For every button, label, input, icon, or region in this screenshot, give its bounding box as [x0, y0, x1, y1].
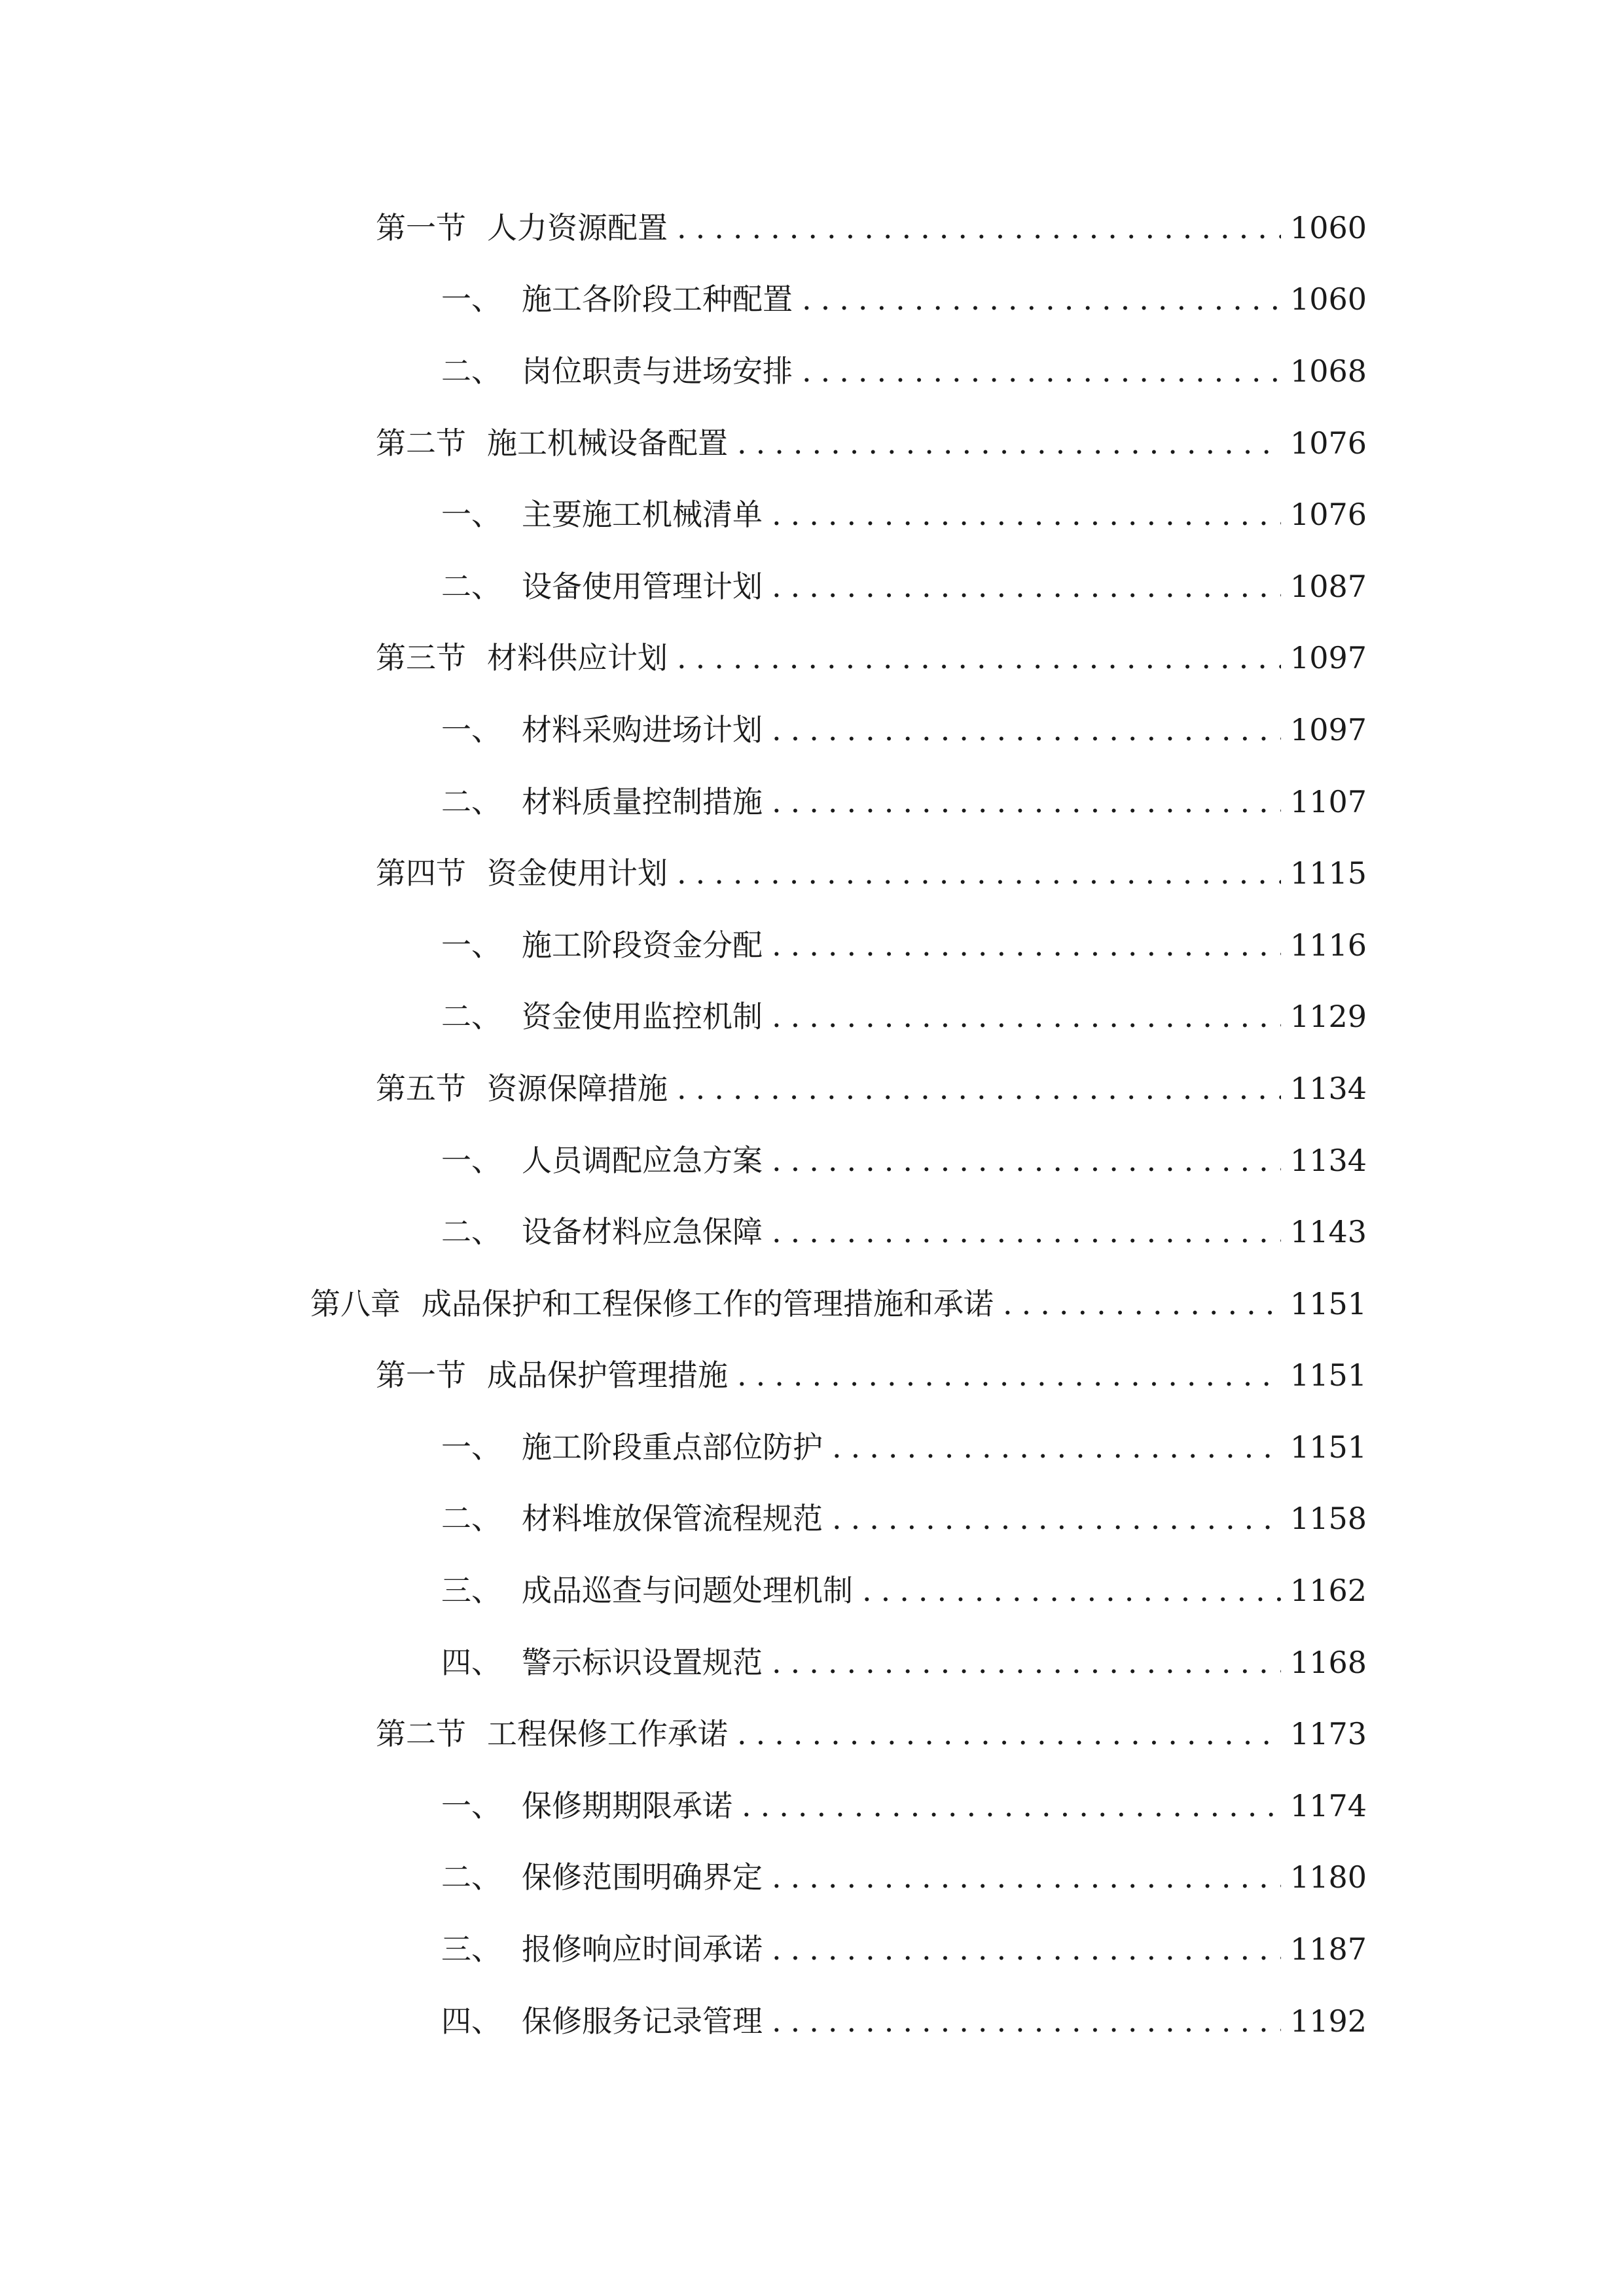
toc-entry-page-number: 1151	[1290, 1429, 1367, 1465]
toc-subsection-entry[interactable]	[441, 1552, 1624, 1624]
toc-entry-line	[441, 922, 1367, 965]
toc-entry-number: 二、	[441, 999, 501, 1035]
toc-entry-title: 资金使用计划	[487, 855, 668, 891]
toc-entry-title: 施工阶段重点部位防护	[522, 1429, 823, 1465]
table-of-contents	[0, 190, 1624, 2054]
toc-dot-leader	[772, 1217, 1281, 1247]
toc-entry-number: 第三节	[376, 640, 466, 676]
toc-entry-title: 成品保护管理措施	[487, 1357, 728, 1393]
toc-dot-leader	[677, 1073, 1281, 1103]
toc-entry-line	[441, 1137, 1367, 1180]
toc-entry-number: 一、	[441, 1787, 501, 1823]
toc-entry-page-number: 1192	[1290, 2003, 1367, 2039]
toc-entry-title: 资源保障措施	[487, 1070, 668, 1106]
toc-entry-line	[441, 1208, 1367, 1251]
toc-subsection-entry[interactable]	[441, 692, 1624, 764]
toc-subsection-entry[interactable]	[441, 262, 1624, 334]
toc-dot-leader	[772, 930, 1281, 960]
toc-entry-page-number: 1151	[1290, 1285, 1367, 1321]
toc-entry-number: 二、	[441, 1859, 501, 1895]
toc-entry-number: 一、	[441, 497, 501, 533]
toc-dot-leader	[772, 787, 1281, 817]
toc-entry-page-number: 1151	[1290, 1357, 1367, 1393]
toc-entry-title: 材料堆放保管流程规范	[522, 1501, 823, 1537]
toc-entry-title: 设备使用管理计划	[522, 568, 763, 604]
toc-entry-number: 二、	[441, 353, 501, 389]
toc-dot-leader	[772, 571, 1281, 601]
toc-entry-page-number: 1076	[1290, 425, 1367, 461]
toc-entry-title: 材料质量控制措施	[522, 783, 763, 819]
toc-entry-title: 工程保修工作承诺	[487, 1716, 728, 1752]
toc-entry-line	[441, 1782, 1367, 1825]
toc-entry-number: 四、	[441, 2003, 501, 2039]
toc-entry-line	[441, 1495, 1367, 1538]
toc-dot-leader	[677, 858, 1281, 888]
toc-entry-title: 施工机械设备配置	[487, 425, 728, 461]
toc-entry-page-number: 1097	[1290, 640, 1367, 676]
toc-entry-line	[441, 993, 1367, 1036]
toc-entry-number: 第二节	[376, 1716, 466, 1752]
toc-dot-leader	[677, 643, 1281, 673]
toc-entry-line	[441, 1639, 1367, 1682]
toc-entry-line	[376, 1352, 1367, 1395]
toc-entry-title: 成品保护和工程保修工作的管理措施和承诺	[422, 1285, 994, 1321]
toc-section-entry[interactable]	[376, 190, 1624, 262]
toc-entry-number: 第八章	[310, 1285, 401, 1321]
toc-dot-leader	[772, 1001, 1281, 1031]
toc-entry-number: 一、	[441, 1429, 501, 1465]
toc-chapter-entry[interactable]	[310, 1266, 1624, 1338]
toc-entry-number: 二、	[441, 568, 501, 604]
toc-subsection-entry[interactable]	[441, 1911, 1624, 1983]
toc-dot-leader	[772, 715, 1281, 745]
toc-entry-title: 人力资源配置	[487, 209, 668, 245]
toc-entry-number: 第一节	[376, 1357, 466, 1393]
toc-entry-line	[376, 420, 1367, 463]
toc-dot-leader	[737, 1360, 1281, 1390]
toc-entry-line	[441, 1926, 1367, 1969]
toc-entry-line	[441, 1567, 1367, 1610]
toc-dot-leader	[772, 1934, 1281, 1964]
toc-section-entry[interactable]	[376, 1050, 1624, 1122]
toc-section-entry[interactable]	[376, 405, 1624, 477]
toc-entry-page-number: 1068	[1290, 353, 1367, 389]
toc-entry-title: 岗位职责与进场安排	[522, 353, 793, 389]
toc-entry-page-number: 1173	[1290, 1716, 1367, 1752]
toc-entry-line	[441, 563, 1367, 606]
toc-subsection-entry[interactable]	[441, 907, 1624, 979]
toc-dot-leader	[1003, 1289, 1281, 1319]
toc-subsection-entry[interactable]	[441, 333, 1624, 405]
toc-entry-title: 成品巡查与问题处理机制	[522, 1573, 853, 1609]
toc-entry-line	[376, 850, 1367, 893]
toc-entry-title: 保修范围明确界定	[522, 1859, 763, 1895]
toc-subsection-entry[interactable]	[441, 1409, 1624, 1481]
toc-subsection-entry[interactable]	[441, 764, 1624, 836]
toc-entry-line	[310, 1280, 1367, 1323]
toc-entry-page-number: 1158	[1290, 1501, 1367, 1537]
toc-entry-line	[441, 778, 1367, 821]
toc-entry-title: 设备材料应急保障	[522, 1214, 763, 1250]
toc-entry-line	[441, 1424, 1367, 1467]
toc-subsection-entry[interactable]	[441, 1122, 1624, 1194]
toc-subsection-entry[interactable]	[441, 476, 1624, 548]
toc-dot-leader	[862, 1575, 1281, 1605]
toc-entry-page-number: 1115	[1290, 855, 1367, 891]
toc-entry-number: 三、	[441, 1573, 501, 1609]
toc-entry-page-number: 1129	[1290, 999, 1367, 1035]
toc-entry-number: 一、	[441, 1142, 501, 1178]
toc-dot-leader	[772, 1862, 1281, 1892]
toc-entry-page-number: 1168	[1290, 1644, 1367, 1680]
toc-entry-title: 资金使用监控机制	[522, 999, 763, 1035]
toc-dot-leader	[737, 1719, 1281, 1749]
toc-entry-title: 保修期期限承诺	[522, 1787, 732, 1823]
toc-subsection-entry[interactable]	[441, 1983, 1624, 2055]
toc-dot-leader	[772, 2006, 1281, 2036]
toc-entry-title: 警示标识设置规范	[522, 1644, 763, 1680]
toc-entry-number: 四、	[441, 1644, 501, 1680]
toc-section-entry[interactable]	[376, 1338, 1624, 1410]
toc-entry-page-number: 1187	[1290, 1931, 1367, 1967]
toc-entry-page-number: 1143	[1290, 1214, 1367, 1250]
toc-subsection-entry[interactable]	[441, 1624, 1624, 1696]
toc-section-entry[interactable]	[376, 1696, 1624, 1768]
toc-subsection-entry[interactable]	[441, 979, 1624, 1051]
toc-entry-page-number: 1076	[1290, 497, 1367, 533]
toc-dot-leader	[677, 213, 1281, 243]
toc-entry-number: 一、	[441, 281, 501, 317]
toc-entry-page-number: 1107	[1290, 783, 1367, 819]
toc-entry-line	[441, 706, 1367, 749]
toc-entry-number: 二、	[441, 1214, 501, 1250]
toc-subsection-entry[interactable]	[441, 1840, 1624, 1912]
toc-entry-line	[441, 1998, 1367, 2041]
toc-dot-leader	[737, 428, 1281, 458]
toc-entry-number: 第一节	[376, 209, 466, 245]
toc-subsection-entry[interactable]	[441, 548, 1624, 620]
toc-dot-leader	[802, 356, 1281, 386]
toc-entry-line	[441, 491, 1367, 534]
toc-entry-line	[376, 1065, 1367, 1108]
toc-entry-title: 施工各阶段工种配置	[522, 281, 793, 317]
toc-entry-title: 主要施工机械清单	[522, 497, 763, 533]
toc-dot-leader	[802, 284, 1281, 314]
toc-entry-page-number: 1174	[1290, 1787, 1367, 1823]
toc-section-entry[interactable]	[376, 835, 1624, 907]
toc-dot-leader	[772, 499, 1281, 529]
toc-entry-page-number: 1134	[1290, 1142, 1367, 1178]
toc-entry-page-number: 1060	[1290, 209, 1367, 245]
toc-dot-leader	[832, 1503, 1281, 1534]
toc-entry-line	[441, 276, 1367, 319]
toc-dot-leader	[772, 1647, 1281, 1677]
toc-entry-page-number: 1162	[1290, 1573, 1367, 1609]
toc-entry-page-number: 1134	[1290, 1070, 1367, 1106]
toc-subsection-entry[interactable]	[441, 1768, 1624, 1840]
toc-entry-number: 第五节	[376, 1070, 466, 1106]
toc-entry-line	[441, 1854, 1367, 1897]
toc-dot-leader	[742, 1791, 1281, 1821]
toc-entry-number: 第二节	[376, 425, 466, 461]
toc-entry-line	[376, 634, 1367, 677]
toc-entry-page-number: 1060	[1290, 281, 1367, 317]
toc-entry-line	[376, 204, 1367, 247]
toc-entry-title: 报修响应时间承诺	[522, 1931, 763, 1967]
toc-entry-number: 第四节	[376, 855, 466, 891]
toc-entry-title: 材料供应计划	[487, 640, 668, 676]
toc-entry-title: 人员调配应急方案	[522, 1142, 763, 1178]
toc-entry-line	[441, 348, 1367, 391]
toc-entry-title: 材料采购进场计划	[522, 711, 763, 747]
toc-dot-leader	[832, 1432, 1281, 1462]
toc-entry-title: 施工阶段资金分配	[522, 927, 763, 963]
toc-entry-line	[376, 1710, 1367, 1753]
toc-entry-number: 二、	[441, 783, 501, 819]
toc-entry-number: 三、	[441, 1931, 501, 1967]
toc-dot-leader	[772, 1145, 1281, 1175]
toc-subsection-entry[interactable]	[441, 1194, 1624, 1266]
toc-entry-page-number: 1116	[1290, 927, 1367, 963]
toc-entry-number: 二、	[441, 1501, 501, 1537]
toc-entry-page-number: 1180	[1290, 1859, 1367, 1895]
toc-section-entry[interactable]	[376, 620, 1624, 692]
toc-entry-title: 保修服务记录管理	[522, 2003, 763, 2039]
toc-entry-number: 一、	[441, 927, 501, 963]
toc-entry-page-number: 1087	[1290, 568, 1367, 604]
toc-entry-page-number: 1097	[1290, 711, 1367, 747]
toc-subsection-entry[interactable]	[441, 1481, 1624, 1553]
toc-entry-number: 一、	[441, 711, 501, 747]
